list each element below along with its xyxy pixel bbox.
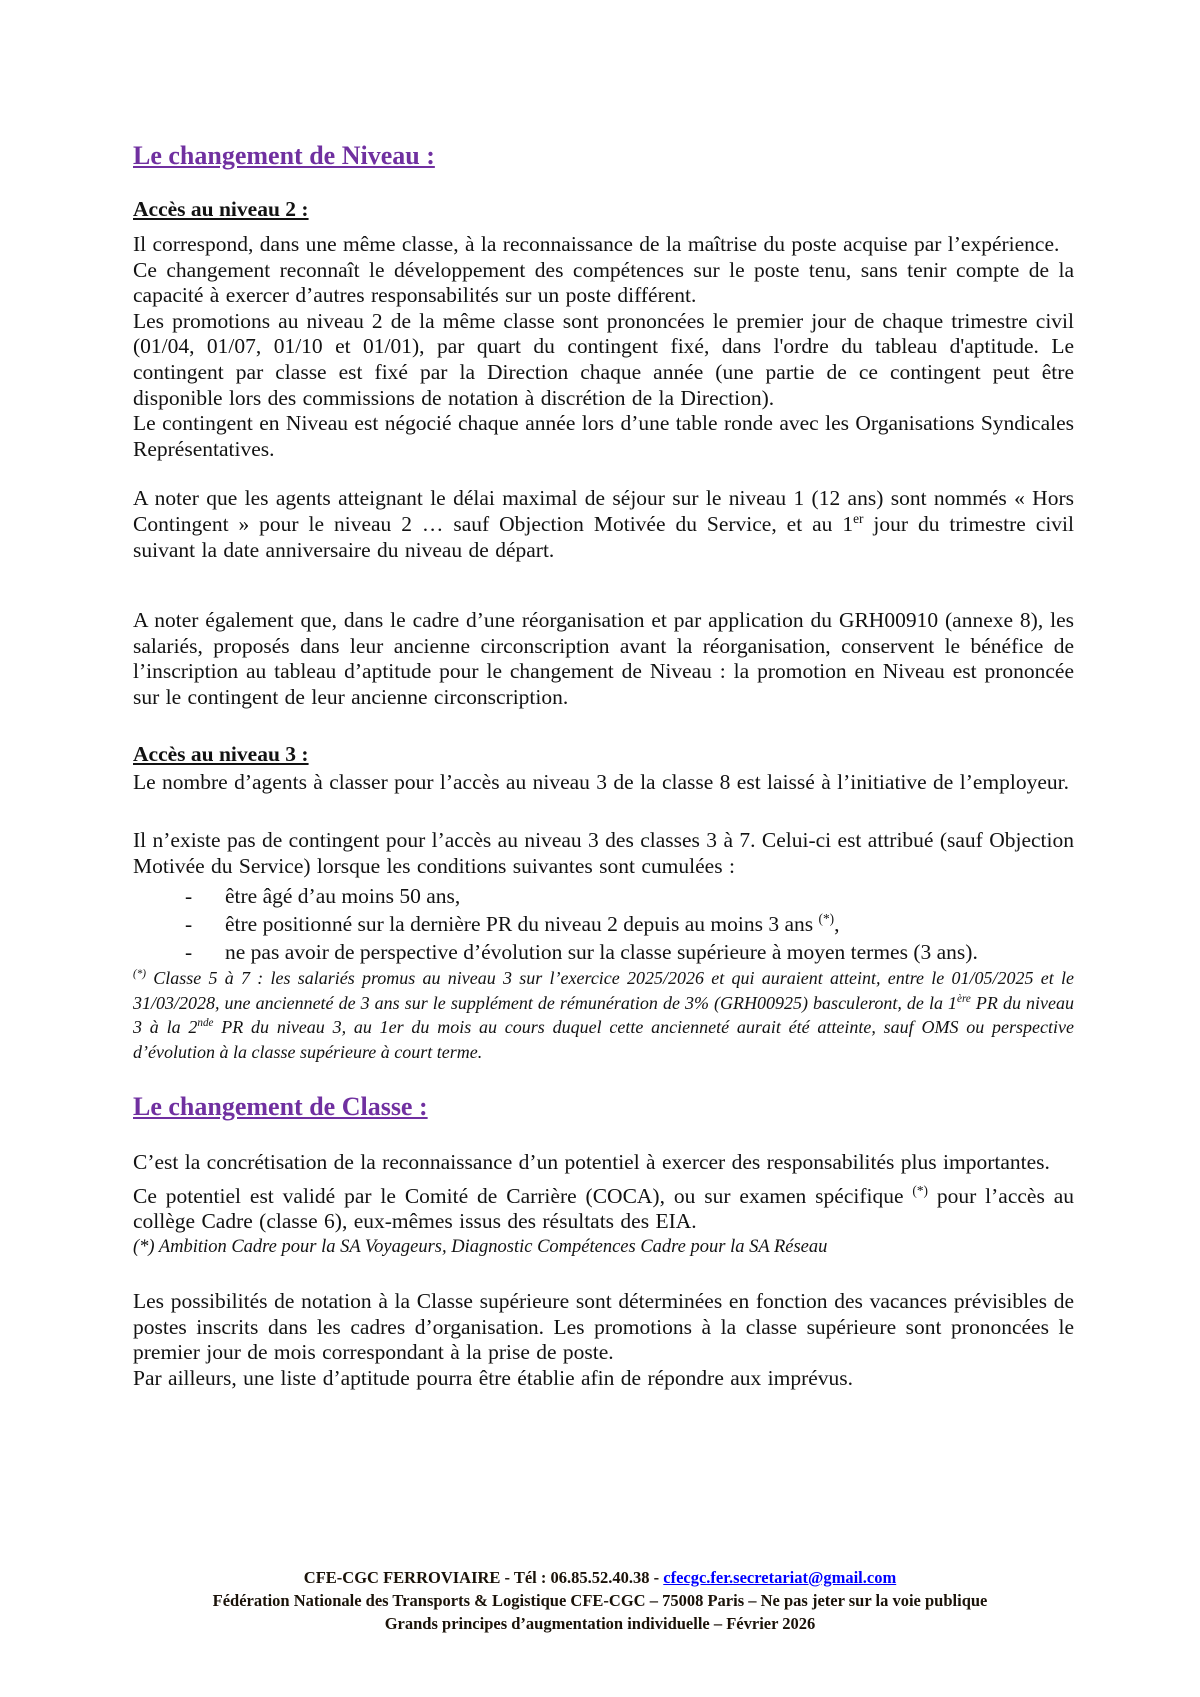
superscript-asterisk: (*): [133, 968, 147, 981]
bullet-item-perspective: [133, 938, 1074, 966]
bullet-marker: -: [185, 940, 193, 965]
footer-line-3: Grands principes d’augmentation individuelle – Février 2026: [384, 1614, 816, 1633]
heading-acces-niveau-3: Accès au niveau 3 :: [133, 741, 309, 766]
paragraph-niveau2-competences: Ce changement reconnaît le développement des compétences sur le poste tenu, sans tenir compte de la capacité à exercer d’autres responsabilités sur un poste différent.: [133, 257, 1074, 308]
paragraph-classe-liste-aptitude: Par ailleurs, une liste d’aptitude pourra être établie afin de répondre aux imprévus.: [133, 1365, 854, 1390]
footnote-classe-5-7: [133, 966, 1074, 1064]
title-changement-niveau: Le changement de Niveau :: [133, 141, 435, 170]
bullet-text: ne pas avoir de perspective d’évolution sur la classe supérieure à moyen termes (3 ans).: [225, 940, 978, 965]
paragraph-classe-coca: [133, 1184, 1074, 1235]
superscript-ere: ère: [957, 992, 971, 1005]
text-run: Classe 5 à 7 : les salariés promus au niveau 3 sur l’exercice 2025/2026 et qui auraient atteint, entre le 01/05/2025 et le 31/03/2028, une ancienneté de 3 ans sur le supplément de rémunération de 3% (GRH00925) basculeront, de la 1: [133, 968, 1074, 1013]
bullet-marker: -: [185, 884, 193, 909]
paragraph-niveau3-classe8: Le nombre d’agents à classer pour l’accès au niveau 3 de la classe 8 est laissé à l’initiative de l’employeur.: [133, 769, 1069, 794]
text-run: Ce potentiel est validé par le Comité de Carrière (COCA), ou sur examen spécifique: [133, 1183, 913, 1208]
paragraph-hors-contingent: [133, 486, 1074, 563]
document-content: [133, 0, 1074, 1391]
text-run: ,: [834, 912, 840, 937]
text-run: être positionné sur la dernière PR du niveau 2 depuis au moins 3 ans: [225, 912, 819, 937]
text-run: PR du niveau 3 à la 2: [133, 992, 1074, 1038]
page-footer: [0, 1566, 1200, 1635]
superscript-asterisk: (*): [818, 911, 835, 927]
paragraph-niveau2-definition: Il correspond, dans une même classe, à la reconnaissance de la maîtrise du poste acquise par l’expérience.: [133, 232, 1060, 256]
paragraph-reorganisation: A noter également que, dans le cadre d’une réorganisation et par application du GRH00910 (annexe 8), les salariés, proposés dans leur ancienne circonscription avant la réorganisation, conservent le bénéfice de l’inscription au tableau d’aptitude pour le changement de Niveau : la promotion en Niveau est prononcée sur le contingent de leur ancienne circonscription.: [133, 608, 1074, 709]
paragraph-classe-concretisation: C’est la concrétisation de la reconnaissance d’un potentiel à exercer des responsabilités plus importantes.: [133, 1150, 1050, 1175]
bullet-text: [225, 910, 1074, 938]
superscript-asterisk: (*): [912, 1182, 928, 1198]
email-link[interactable]: cfecgc.fer.secretariat@gmail.com: [663, 1568, 897, 1587]
heading-acces-niveau-2: Accès au niveau 2 :: [133, 197, 309, 221]
bullet-item-age: [133, 882, 1074, 910]
text-run: jour du trimestre civil suivant la date anniversaire du niveau de départ.: [133, 511, 1074, 562]
text-run: A noter que les agents atteignant le délai maximal de séjour sur le niveau 1 (12 ans) sont nommés « Hors Contingent » pour le niveau 2 … sauf Objection Motivée du Service, et au 1: [133, 486, 1074, 536]
superscript-er: er: [853, 510, 864, 526]
bullet-item-position-pr: [133, 910, 1074, 938]
bullet-indent: [133, 938, 185, 966]
bullet-text: être âgé d’au moins 50 ans,: [225, 884, 461, 909]
bullet-indent: [133, 910, 185, 938]
bullet-marker: -: [185, 912, 193, 937]
footer-line-2: Fédération Nationale des Transports & Logistique CFE-CGC – 75008 Paris – Ne pas jeter sur la voie publique: [212, 1591, 988, 1610]
paragraph-niveau2-contingent: Le contingent en Niveau est négocié chaque année lors d’une table ronde avec les Organisations Syndicales Représentatives.: [133, 411, 1074, 461]
text-run: pour l’accès au collège Cadre (classe 6), eux-mêmes issus des résultats des EIA.: [133, 1183, 1075, 1234]
footer-contact-text: CFE-CGC FERROVIAIRE - Tél : 06.85.52.40.38 -: [303, 1568, 664, 1587]
conditions-bullet-list: [133, 882, 1074, 966]
title-changement-classe: Le changement de Classe :: [133, 1092, 428, 1122]
footnote-ambition-cadre: (*) Ambition Cadre pour la SA Voyageurs, Diagnostic Compétences Cadre pour la SA Réseau: [133, 1237, 828, 1258]
paragraph-niveau2-promotions: Les promotions au niveau 2 de la même classe sont prononcées le premier jour de chaque trimestre civil (01/04, 01/07, 01/10 et 01/01), par quart du contingent fixé, dans l'ordre du tableau d'aptitude. Le contingent par classe est fixé par la Direction chaque année (une partie de ce contingent peut être disponible lors des commissions de notation à discrétion de la Direction).: [133, 308, 1074, 410]
footer-line-1: [0, 1566, 1200, 1589]
text-run: PR du niveau 3, au 1er du mois au cours duquel cette ancienneté aurait été atteinte, sauf OMS ou perspective d’évolution à la classe supérieure à court terme.: [133, 1017, 1074, 1062]
paragraph-classe-notation: Les possibilités de notation à la Classe supérieure sont déterminées en fonction des vacances prévisibles de postes inscrits dans les cadres d’organisation. Les promotions à la classe supérieure sont prononcées le premier jour de mois correspondant à la prise de poste.: [133, 1289, 1074, 1365]
paragraph-niveau3-conditions: Il n’existe pas de contingent pour l’accès au niveau 3 des classes 3 à 7. Celui-ci est attribué (sauf Objection Motivée du Service) lorsque les conditions suivantes sont cumulées :: [133, 828, 1074, 878]
superscript-nde: nde: [197, 1017, 214, 1030]
bullet-indent: [133, 882, 185, 910]
